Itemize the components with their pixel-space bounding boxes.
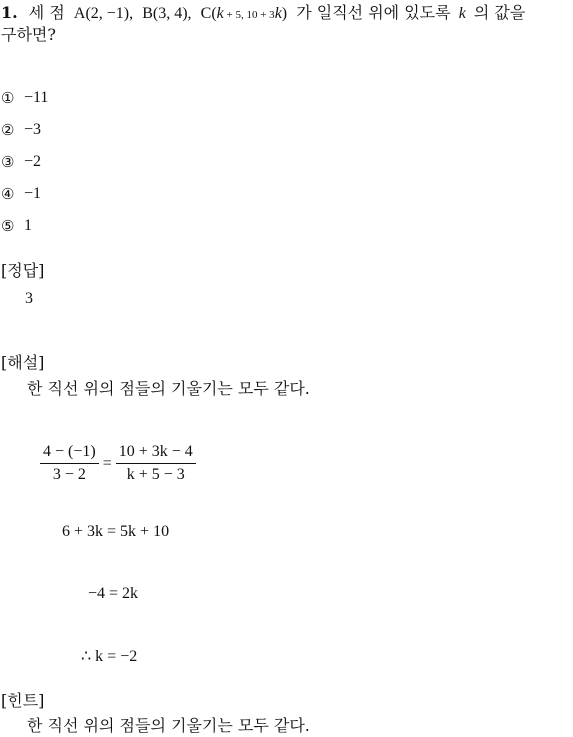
choice-1-mark: ① <box>1 89 15 107</box>
fraction-left-denominator: 3 − 2 <box>52 466 86 483</box>
answer-value: 3 <box>25 290 33 307</box>
point-c-expr2: 10 + 3 <box>243 9 275 21</box>
choice-4-mark: ④ <box>1 185 15 203</box>
explanation-text: 한 직선 위의 점들의 기울기는 모두 같다. <box>27 379 310 398</box>
equation-4: ∴ k = −2 <box>81 648 138 665</box>
choice-3-mark: ③ <box>1 153 15 171</box>
choice-2[interactable] <box>1 119 41 141</box>
choice-3[interactable] <box>1 151 41 173</box>
equation-1-equals: = <box>102 454 112 472</box>
fraction-right-numerator: 10 + 3k − 4 <box>116 443 196 464</box>
choice-5[interactable] <box>1 215 32 237</box>
point-c-plus: + 5, <box>223 9 244 21</box>
point-a: A(2, −1), <box>73 5 134 22</box>
question-line-1 <box>1 2 525 24</box>
point-c-k2: k <box>274 5 282 22</box>
choice-4-value: −1 <box>24 185 42 202</box>
question-text-mid: 가 일직선 위에 있도록 <box>296 3 451 22</box>
point-c <box>201 5 287 22</box>
choice-1[interactable] <box>1 87 48 109</box>
explanation-label: [해설] <box>1 353 45 372</box>
fraction-left-numerator: 4 − (−1) <box>40 443 99 464</box>
question-number: 1. <box>1 3 18 22</box>
fraction-right <box>116 443 196 484</box>
question-text-intro: 세 점 <box>28 3 65 22</box>
choice-1-value: −11 <box>24 89 49 106</box>
question-line-2: 구하면? <box>1 25 56 44</box>
answer-label: [정답] <box>1 261 45 280</box>
question-text-end: 의 값을 <box>473 3 526 22</box>
choice-3-value: −2 <box>24 153 42 170</box>
point-b: B(3, 4), <box>142 5 192 22</box>
point-c-k1: k <box>216 5 224 22</box>
point-c-open: C( <box>200 5 217 22</box>
choice-5-value: 1 <box>24 217 32 234</box>
point-c-close: ) <box>281 5 288 22</box>
equation-2: 6 + 3k = 5k + 10 <box>62 523 170 540</box>
hint-text: 한 직선 위의 점들의 기울기는 모두 같다. <box>27 716 310 735</box>
fraction-right-denominator: k + 5 − 3 <box>126 466 185 483</box>
variable-k: k <box>458 5 466 22</box>
hint-label: [힌트] <box>1 691 45 710</box>
fraction-left <box>40 443 99 484</box>
choice-4[interactable] <box>1 183 41 205</box>
equation-1 <box>40 443 196 484</box>
equation-3: −4 = 2k <box>88 585 139 602</box>
choice-2-mark: ② <box>1 121 15 139</box>
choice-5-mark: ⑤ <box>1 217 15 235</box>
choice-2-value: −3 <box>24 121 42 138</box>
